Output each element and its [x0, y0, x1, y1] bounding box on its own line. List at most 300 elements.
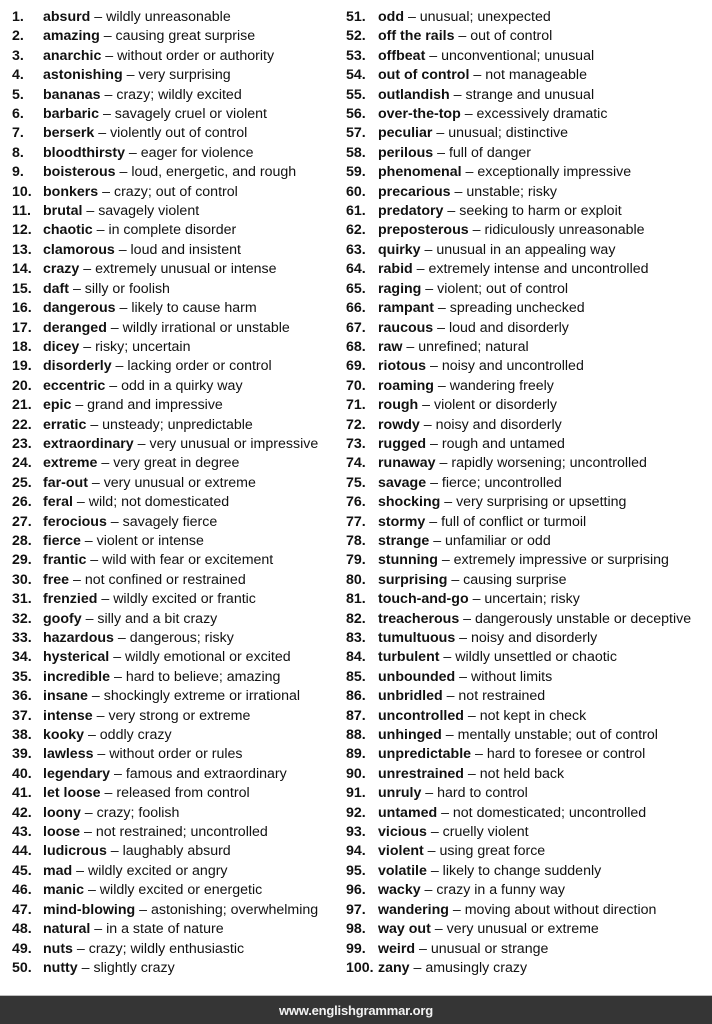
item-entry	[43, 319, 290, 338]
list-item	[12, 610, 342, 629]
list-item	[346, 202, 712, 221]
item-definition: wandering freely	[449, 377, 554, 394]
item-word: deranged	[43, 319, 107, 336]
item-word: odd	[378, 9, 404, 25]
list-item	[12, 144, 342, 163]
list-item	[346, 47, 712, 66]
list-item	[12, 338, 342, 357]
item-word: uncontrolled	[378, 707, 464, 724]
item-separator: –	[97, 455, 114, 472]
item-number: 47.	[12, 901, 32, 918]
list-item	[346, 454, 712, 473]
item-definition: shockingly extreme or irrational	[103, 688, 301, 705]
item-word: extreme	[43, 455, 98, 472]
list-item	[346, 571, 712, 590]
list-item	[12, 881, 342, 900]
item-definition: crazy; foolish	[96, 804, 180, 821]
list-item	[346, 416, 712, 435]
item-definition: unusual in an appealing way	[436, 241, 616, 258]
item-definition: extremely impressive or surprising	[453, 552, 669, 569]
list-item	[346, 629, 712, 648]
item-word: lawless	[43, 746, 94, 763]
item-definition: eager for violence	[140, 144, 254, 161]
item-entry	[43, 241, 241, 260]
list-item	[12, 221, 342, 240]
item-word: insane	[43, 688, 88, 705]
item-entry	[378, 648, 617, 667]
item-word: precarious	[378, 183, 451, 200]
item-separator: –	[437, 552, 454, 569]
item-entry	[43, 668, 280, 687]
item-number: 36.	[12, 688, 32, 705]
item-separator: –	[402, 338, 419, 355]
item-number: 15.	[12, 280, 32, 297]
list-item	[12, 648, 342, 667]
item-separator: –	[90, 921, 107, 938]
item-number: 56.	[346, 106, 366, 123]
list-item	[12, 280, 342, 299]
item-number: 18.	[12, 338, 32, 355]
item-entry	[378, 687, 545, 706]
item-separator: –	[79, 338, 96, 355]
item-definition: not restrained	[458, 688, 546, 705]
item-number: 6.	[12, 106, 24, 123]
item-separator: –	[429, 532, 446, 549]
item-word: violent	[378, 843, 424, 860]
item-word: unpredictable	[378, 746, 472, 763]
list-item	[346, 610, 712, 629]
item-entry	[378, 745, 645, 764]
item-number: 81.	[346, 591, 366, 608]
item-number: 68.	[346, 338, 366, 355]
item-word: unbridled	[378, 688, 443, 705]
item-separator: –	[463, 765, 480, 782]
list-item	[346, 183, 712, 202]
item-word: unhinged	[378, 727, 442, 744]
item-number: 74.	[346, 455, 366, 472]
item-word: chaotic	[43, 222, 93, 239]
item-definition: unstable; risky	[466, 183, 558, 200]
item-number: 86.	[346, 688, 366, 705]
item-entry	[378, 27, 552, 46]
item-word: over-the-top	[378, 106, 461, 123]
item-separator: –	[80, 532, 97, 549]
list-item	[346, 513, 712, 532]
item-separator: –	[84, 727, 100, 744]
item-number: 55.	[346, 86, 366, 103]
list-item	[346, 920, 712, 939]
list-item	[12, 86, 342, 105]
list-item	[12, 959, 342, 978]
word-list-right-column	[346, 8, 712, 978]
item-separator: –	[106, 843, 123, 860]
item-word: wacky	[378, 882, 421, 899]
item-number: 62.	[346, 222, 366, 239]
item-entry	[43, 66, 231, 85]
item-definition: rough and untamed	[441, 435, 565, 452]
item-word: surprising	[378, 571, 448, 588]
item-word: loose	[43, 824, 81, 841]
item-number: 41.	[12, 785, 32, 802]
list-item	[12, 163, 342, 182]
item-word: goofy	[43, 610, 82, 627]
item-word: anarchic	[43, 47, 102, 64]
item-definition: hard to believe; amazing	[125, 668, 281, 685]
item-word: manic	[43, 882, 85, 899]
item-definition: silly and a bit crazy	[97, 610, 218, 627]
item-separator: –	[432, 125, 449, 142]
item-definition: hard to control	[437, 785, 528, 802]
item-separator: –	[93, 746, 110, 763]
list-item	[346, 532, 712, 551]
item-entry	[43, 901, 318, 920]
item-entry	[378, 629, 597, 648]
list-item	[12, 687, 342, 706]
item-definition: causing surprise	[463, 571, 567, 588]
item-separator: –	[433, 144, 449, 161]
item-definition: slightly crazy	[93, 959, 175, 976]
item-word: erratic	[43, 416, 87, 433]
item-definition: extremely unusual or intense	[95, 261, 277, 278]
item-number: 93.	[346, 824, 366, 841]
item-word: dangerous	[43, 300, 116, 317]
item-entry	[43, 881, 262, 900]
item-entry	[378, 532, 551, 551]
item-separator: –	[440, 494, 457, 511]
item-separator: –	[468, 591, 485, 608]
list-item	[12, 260, 342, 279]
item-word: unruly	[378, 785, 422, 802]
item-separator: –	[84, 882, 100, 899]
item-separator: –	[419, 416, 436, 433]
item-number: 67.	[346, 319, 366, 336]
item-entry	[378, 66, 587, 85]
item-definition: mentally unstable; out of control	[457, 727, 658, 744]
list-item	[346, 27, 712, 46]
item-entry	[378, 163, 631, 182]
item-entry	[378, 8, 551, 27]
list-item	[12, 241, 342, 260]
item-definition: uncertain; risky	[484, 591, 580, 608]
item-separator: –	[426, 824, 443, 841]
item-entry	[378, 416, 562, 435]
item-word: turbulent	[378, 649, 440, 666]
item-separator: –	[87, 688, 104, 705]
list-item	[346, 959, 712, 978]
item-entry	[378, 474, 562, 493]
item-definition: exceptionally impressive	[477, 164, 632, 181]
item-number: 91.	[346, 785, 366, 802]
list-item	[12, 377, 342, 396]
item-separator: –	[100, 785, 117, 802]
item-definition: fierce; uncontrolled	[441, 474, 562, 491]
item-entry	[43, 27, 255, 46]
item-word: hysterical	[43, 649, 110, 666]
item-definition: without limits	[471, 668, 553, 685]
list-item	[12, 8, 342, 27]
item-number: 12.	[12, 222, 32, 239]
item-definition: not manageable	[485, 67, 587, 84]
item-word: natural	[43, 921, 91, 938]
item-word: out of control	[378, 67, 470, 84]
item-definition: unusual; distinctive	[448, 125, 569, 142]
item-number: 80.	[346, 571, 366, 588]
item-word: unbounded	[378, 668, 456, 685]
item-separator: –	[441, 727, 458, 744]
item-word: outlandish	[378, 86, 450, 103]
item-definition: wild; not domesticated	[88, 494, 230, 511]
list-item	[12, 804, 342, 823]
list-item	[12, 183, 342, 202]
item-separator: –	[420, 241, 437, 258]
item-definition: extremely intense and uncontrolled	[428, 261, 649, 278]
list-item	[346, 804, 712, 823]
item-separator: –	[426, 474, 442, 491]
item-word: savage	[378, 474, 427, 491]
list-item	[12, 765, 342, 784]
list-item	[12, 590, 342, 609]
item-number: 96.	[346, 882, 366, 899]
item-definition: laughably absurd	[122, 843, 231, 860]
item-entry	[378, 513, 586, 532]
item-separator: –	[455, 668, 472, 685]
item-entry	[43, 784, 250, 803]
list-item	[12, 745, 342, 764]
list-item	[12, 319, 342, 338]
item-entry	[43, 493, 229, 512]
item-number: 87.	[346, 707, 366, 724]
item-word: treacherous	[378, 610, 460, 627]
item-word: amazing	[43, 28, 100, 45]
item-definition: excessively dramatic	[476, 106, 608, 123]
item-definition: moving about without direction	[464, 901, 657, 918]
item-entry	[378, 590, 580, 609]
item-number: 11.	[12, 203, 31, 220]
item-separator: –	[443, 203, 460, 220]
list-item	[346, 687, 712, 706]
item-word: intense	[43, 707, 93, 724]
list-item	[12, 513, 342, 532]
item-word: raucous	[378, 319, 434, 336]
item-separator: –	[471, 746, 487, 763]
item-number: 21.	[12, 397, 32, 414]
item-separator: –	[71, 397, 88, 414]
item-word: let loose	[43, 785, 101, 802]
list-item	[346, 474, 712, 493]
item-number: 40.	[12, 765, 32, 782]
item-number: 72.	[346, 416, 366, 433]
item-number: 64.	[346, 261, 366, 278]
item-word: phenomenal	[378, 164, 462, 181]
item-number: 39.	[12, 746, 32, 763]
item-word: far-out	[43, 474, 88, 491]
item-word: rugged	[378, 435, 427, 452]
list-item	[346, 784, 712, 803]
item-number: 25.	[12, 474, 32, 491]
item-entry	[378, 493, 626, 512]
item-number: 29.	[12, 552, 32, 569]
item-definition: violently out of control	[110, 125, 248, 142]
item-word: mad	[43, 862, 73, 879]
item-entry	[378, 454, 647, 473]
item-entry	[43, 610, 217, 629]
item-word: predatory	[378, 203, 444, 220]
item-separator: –	[69, 571, 85, 588]
list-item	[12, 124, 342, 143]
list-item	[346, 66, 712, 85]
list-item	[346, 823, 712, 842]
list-item	[346, 105, 712, 124]
item-number: 1.	[12, 9, 24, 25]
item-word: nutty	[43, 959, 78, 976]
item-number: 31.	[12, 591, 32, 608]
item-definition: very unusual or extreme	[103, 474, 256, 491]
item-number: 65.	[346, 280, 366, 297]
item-number: 75.	[346, 474, 366, 491]
list-item	[12, 784, 342, 803]
item-definition: risky; uncertain	[95, 338, 191, 355]
item-entry	[378, 299, 585, 318]
item-entry	[43, 648, 291, 667]
item-number: 82.	[346, 610, 366, 627]
item-separator: –	[82, 203, 99, 220]
item-entry	[43, 862, 228, 881]
list-item	[12, 105, 342, 124]
item-definition: crazy; wildly enthusiastic	[88, 940, 245, 957]
item-definition: oddly crazy	[99, 727, 172, 744]
item-entry	[378, 202, 622, 221]
item-definition: wildly unreasonable	[106, 9, 231, 25]
item-word: disorderly	[43, 358, 112, 375]
item-separator: –	[86, 552, 103, 569]
item-entry	[43, 86, 242, 105]
item-separator: –	[442, 688, 459, 705]
item-definition: savagely fierce	[122, 513, 218, 530]
item-word: raging	[378, 280, 422, 297]
item-word: preposterous	[378, 222, 469, 239]
item-entry	[43, 940, 244, 959]
item-separator: –	[90, 9, 107, 25]
item-entry	[43, 629, 234, 648]
item-separator: –	[426, 435, 442, 452]
item-number: 58.	[346, 144, 366, 161]
item-separator: –	[113, 630, 130, 646]
item-entry	[378, 221, 645, 240]
item-number: 89.	[346, 746, 366, 763]
list-item	[346, 299, 712, 318]
item-word: stormy	[378, 513, 426, 530]
item-separator: –	[421, 785, 438, 802]
list-item	[12, 668, 342, 687]
list-item	[12, 202, 342, 221]
list-item	[346, 86, 712, 105]
item-number: 44.	[12, 843, 32, 860]
item-number: 52.	[346, 28, 366, 45]
item-word: feral	[43, 494, 73, 511]
item-entry	[378, 959, 527, 978]
item-separator: –	[97, 591, 114, 608]
list-item	[12, 532, 342, 551]
item-separator: –	[448, 901, 465, 918]
item-definition: savagely cruel or violent	[114, 106, 267, 123]
item-entry	[43, 260, 276, 279]
item-number: 94.	[346, 843, 366, 860]
item-number: 38.	[12, 727, 32, 744]
item-number: 60.	[346, 183, 366, 200]
item-entry	[43, 124, 247, 143]
item-separator: –	[98, 183, 114, 200]
item-separator: –	[106, 513, 123, 530]
item-word: barbaric	[43, 106, 99, 123]
item-definition: violent or intense	[96, 532, 204, 549]
item-definition: savagely violent	[98, 203, 200, 220]
item-entry	[378, 765, 564, 784]
item-separator: –	[133, 435, 150, 452]
item-number: 54.	[346, 67, 366, 84]
item-definition: lacking order or control	[127, 358, 272, 375]
item-number: 22.	[12, 416, 32, 433]
list-item	[12, 474, 342, 493]
item-definition: not restrained; uncontrolled	[95, 824, 268, 841]
item-entry	[43, 357, 272, 376]
item-definition: unconventional; unusual	[441, 47, 595, 64]
item-definition: not confined or restrained	[84, 571, 246, 588]
item-number: 78.	[346, 532, 366, 549]
item-number: 23.	[12, 435, 32, 452]
item-entry	[43, 551, 273, 570]
item-word: unrestrained	[378, 765, 464, 782]
item-definition: crazy; wildly excited	[116, 86, 242, 103]
list-item	[12, 27, 342, 46]
list-item	[346, 842, 712, 861]
item-definition: rapidly worsening; uncontrolled	[451, 455, 647, 472]
item-definition: violent; out of control	[437, 280, 569, 297]
item-word: absurd	[43, 9, 91, 25]
item-entry	[378, 357, 584, 376]
item-entry	[43, 513, 217, 532]
item-definition: unusual; unexpected	[419, 9, 551, 25]
item-separator: –	[135, 901, 151, 918]
item-separator: –	[449, 86, 466, 103]
list-item	[346, 8, 712, 27]
list-item	[346, 590, 712, 609]
item-separator: –	[72, 494, 89, 511]
item-word: boisterous	[43, 164, 116, 181]
item-entry	[378, 784, 528, 803]
item-word: nuts	[43, 940, 73, 957]
item-number: 85.	[346, 668, 366, 685]
list-item	[346, 901, 712, 920]
item-word: dicey	[43, 338, 80, 355]
item-word: way out	[378, 921, 431, 938]
item-word: peculiar	[378, 125, 433, 142]
item-separator: –	[92, 707, 109, 724]
list-item	[12, 940, 342, 959]
item-number: 77.	[346, 513, 366, 530]
item-word: shocking	[378, 494, 441, 511]
item-number: 7.	[12, 125, 24, 142]
footer-website-link[interactable]: www.englishgrammar.org	[278, 1002, 434, 1018]
item-separator: –	[72, 862, 88, 879]
item-word: mind-blowing	[43, 901, 136, 918]
item-separator: –	[469, 67, 486, 84]
item-entry	[378, 144, 531, 163]
item-separator: –	[468, 222, 485, 239]
item-word: clamorous	[43, 241, 115, 258]
list-item	[12, 707, 342, 726]
item-entry	[43, 47, 274, 66]
item-entry	[378, 842, 545, 861]
